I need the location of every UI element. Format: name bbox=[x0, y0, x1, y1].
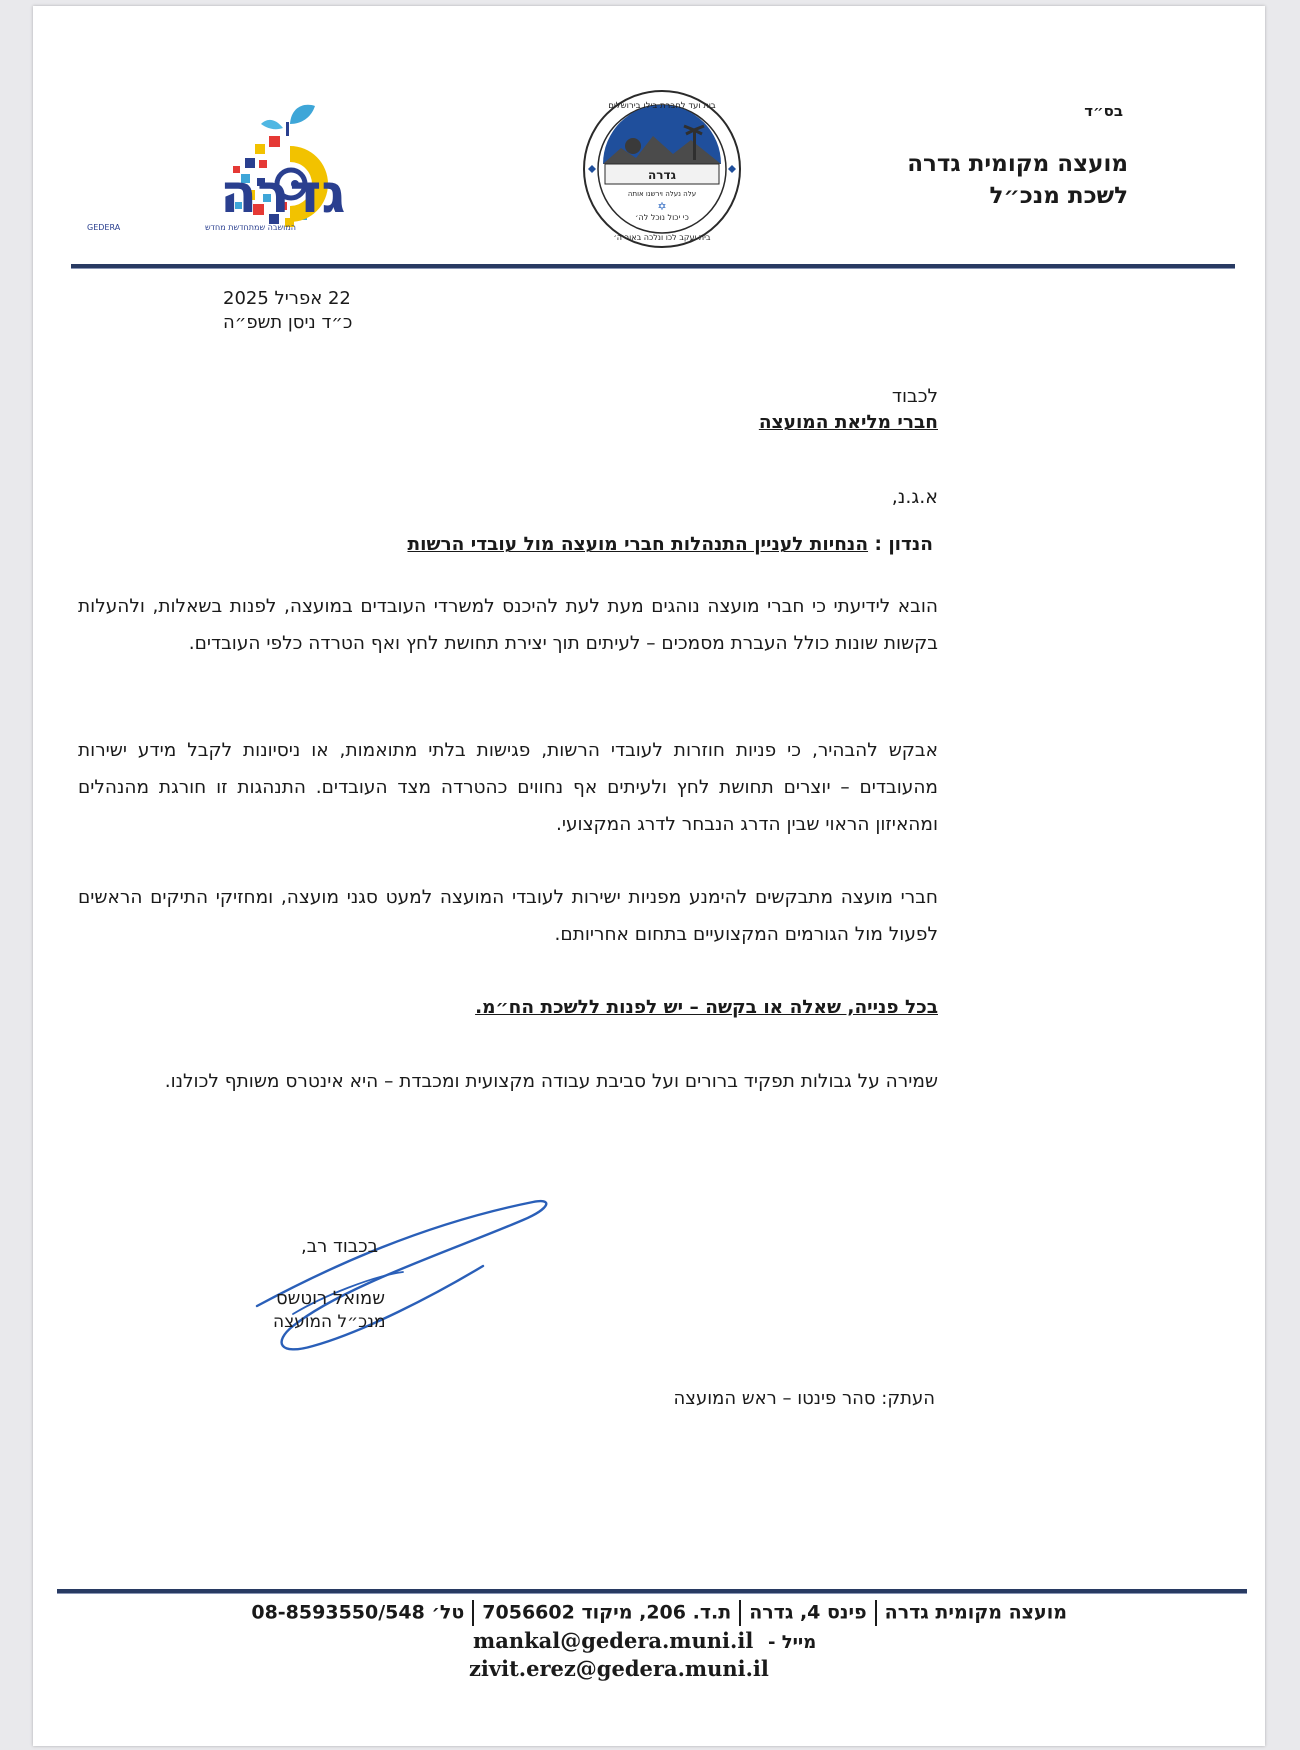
subject-text: הנחיות לעניין התנהלות חברי מועצה מול עובדי הרשות bbox=[407, 534, 869, 555]
subject-line bbox=[407, 534, 933, 555]
bsd-mark: בס״ד bbox=[1084, 102, 1123, 120]
cc-line: העתק: סהר פינטו – ראש המועצה bbox=[673, 1388, 935, 1409]
footer-org: מועצה מקומית גדרה bbox=[884, 1601, 1067, 1624]
paragraph-1: הובא לידיעתי כי חברי מועצה נוהגים מעת לעת להיכנס למשרדי העובדים במועצה, לפנות בשאלות, ולהעלות בקשות שונות כולל העברת מסמכים – לעיתים תוך יצירת תחושת לחץ ואף הטרדה כלפי העובדים. bbox=[78, 596, 938, 654]
signer-name: שמואל רוטשס bbox=[276, 1288, 386, 1309]
recipient-name: חברי מליאת המועצה bbox=[758, 412, 938, 433]
logo-sub-text: GEDERA bbox=[87, 223, 121, 232]
footer-divider bbox=[57, 1589, 1247, 1594]
date-hebrew: כ״ד ניסן תשפ״ה bbox=[223, 312, 353, 333]
svg-text:✡: ✡ bbox=[657, 200, 667, 213]
logo-wordmark: גדרה bbox=[220, 162, 346, 225]
closing-regards: בכבוד רב, bbox=[301, 1236, 379, 1257]
paragraph-4-instruction: בכל פנייה, שאלה או בקשה – יש לפנות ללשכת הח״מ. bbox=[475, 997, 938, 1018]
footer-address: פינס 4, גדרה bbox=[749, 1601, 867, 1624]
paragraph-2: אבקש להבהיר, כי פניות חוזרות לעובדי הרשות, פגישות בלתי מתואמות, או ניסיונות לקבל מידע ישירות מהעובדים – יוצרים תחושת לחץ ולעיתים אף נחווים כהטרדה מצד העובדים. התנהגות זו חורגת מהנהלים ומהאיזון הראוי שבין הדרג הנבחר לדרג המקצועי. bbox=[78, 740, 938, 835]
seal-outer-bottom: בית יעקב לכו ונלכה באור ה׳ bbox=[613, 233, 711, 242]
footer-pobox: ת.ד. 206, מיקוד 7056602 bbox=[482, 1601, 732, 1624]
footer-mail-label: מייל - bbox=[768, 1632, 817, 1653]
date-gregorian: 22 אפריל 2025 bbox=[223, 288, 351, 309]
recipient-label: לכבוד bbox=[891, 386, 938, 407]
handwritten-signature bbox=[233, 1186, 573, 1366]
footer-email-1[interactable]: mankal@gedera.muni.il bbox=[473, 1628, 754, 1653]
org-name: מועצה מקומית גדרה bbox=[907, 151, 1128, 177]
office-name: לשכת מנכ״ל bbox=[989, 183, 1128, 209]
footer-phone: טל׳ 08-8593550/548 bbox=[251, 1601, 465, 1624]
subject-label: הנדון : bbox=[874, 534, 933, 555]
header-divider bbox=[71, 264, 1235, 269]
paragraph-5: שמירה על גבולות תפקיד ברורים ועל סביבת עבודה מקצועית ומכבדת – היא אינטרס משותף לכולנו. bbox=[164, 1071, 938, 1092]
municipal-seal-emblem bbox=[581, 88, 743, 250]
gedera-logo-mark bbox=[85, 94, 355, 244]
footer-contact-row bbox=[251, 1600, 1067, 1626]
paragraph-3: חברי מועצה מתבקשים להימנע מפניות ישירות לעובדי המועצה למעט סגני מועצה, ומחזיקי התיקים הראשים לפעול מול הגורמים המקצועיים בתחום אחריותם. bbox=[78, 887, 938, 945]
footer-email-2[interactable]: zivit.erez@gedera.muni.il bbox=[469, 1656, 769, 1681]
gedera-logo bbox=[85, 94, 355, 244]
letter-page bbox=[33, 6, 1265, 1746]
seal-inner-text: עלה נעלה וירשנו אותה bbox=[627, 190, 697, 198]
seal-center-label: גדרה bbox=[648, 168, 676, 182]
seal-outer-top: בית ועד לחברת בילו בירושלים bbox=[608, 101, 716, 111]
seal-inner-text2: כי יכול נוכל לה׳ bbox=[635, 213, 689, 222]
greeting: א.ג.נ, bbox=[891, 486, 938, 508]
letterhead-org bbox=[907, 148, 1128, 212]
logo-tagline: המושבה שמתחדשת מחדש bbox=[205, 223, 297, 232]
signer-title: מנכ״ל המועצה bbox=[273, 1312, 386, 1332]
